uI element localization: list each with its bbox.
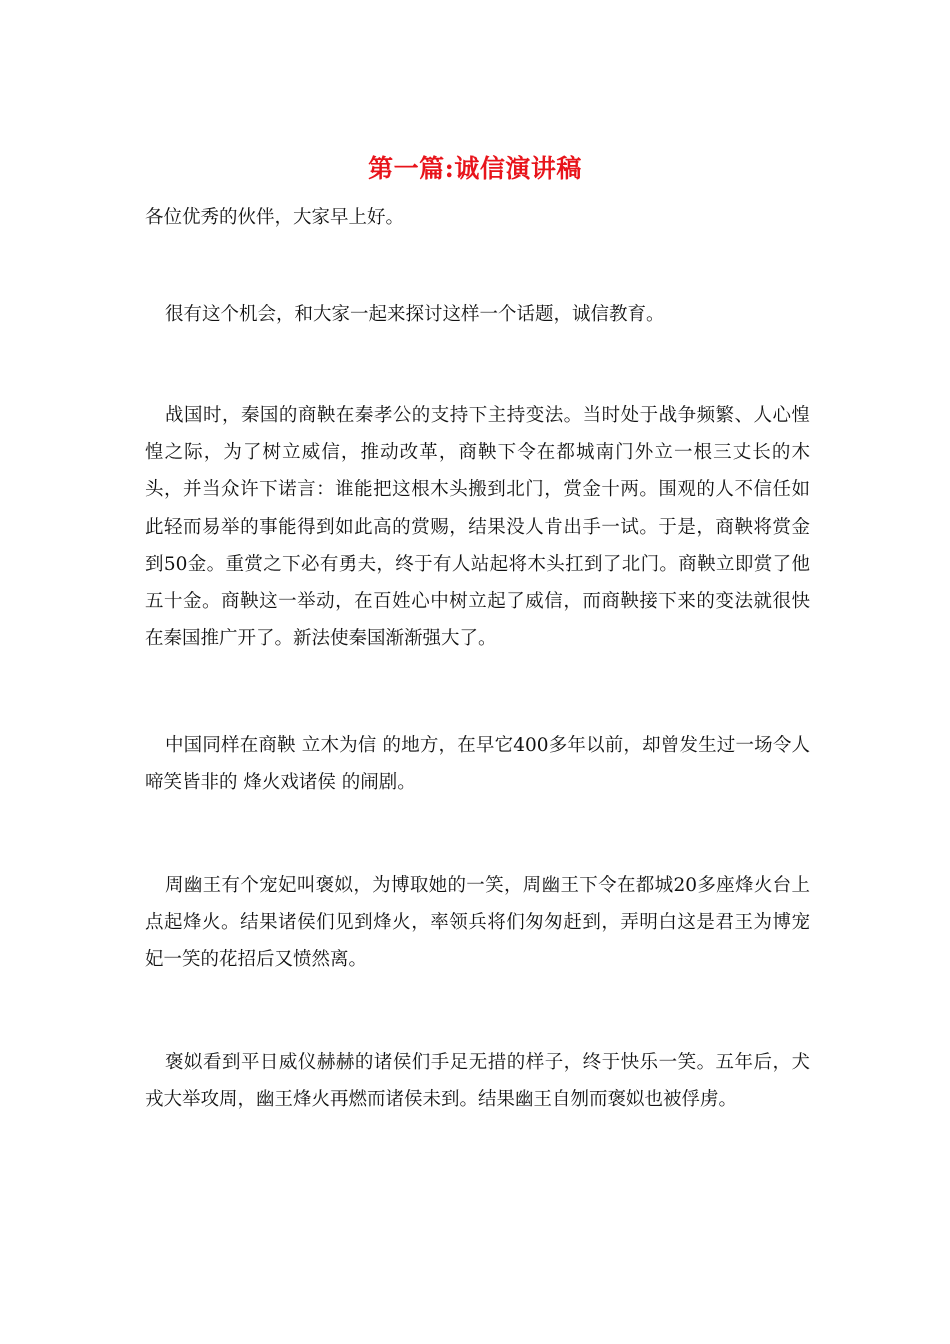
paragraph-shang-yang: 战国时，秦国的商鞅在秦孝公的支持下主持变法。当时处于战争频繁、人心惶惶之际，为了树立威信，推动改革，商鞅下令在都城南门外立一根三丈长的木头，并当众许下诺言：谁能把这根木头搬到北门，赏金十两。围观的人不信任如此轻而易举的事能得到如此高的赏赐，结果没人肯出手一试。于是，商鞅将赏金到50金。重赏之下必有勇夫，终于有人站起将木头扛到了北门。商鞅立即赏了他五十金。商鞅这一举动，在百姓心中树立起了威信，而商鞅接下来的变法就很快在秦国推广开了。新法使秦国渐渐强大了。 <box>145 405 810 650</box>
paragraph-comparison: 中国同样在商鞅 立木为信 的地方，在早它400多年以前，却曾发生过一场令人啼笑皆非的 烽火戏诸侯 的闹剧。 <box>145 735 810 794</box>
document-title: 第一篇:诚信演讲稿 <box>368 154 582 183</box>
paragraph-intro: 很有这个机会，和大家一起来探讨这样一个话题，诚信教育。 <box>165 304 665 325</box>
paragraph-greeting: 各位优秀的伙伴，大家早上好。 <box>145 207 405 228</box>
paragraph-zhou-you-wang: 周幽王有个宠妃叫褒姒，为博取她的一笑，周幽王下令在都城20多座烽火台上点起烽火。结果诸侯们见到烽火，率领兵将们匆匆赶到，弄明白这是君王为博宠妃一笑的花招后又愤然离。 <box>145 875 810 971</box>
paragraph-bao-si: 褒姒看到平日威仪赫赫的诸侯们手足无措的样子，终于快乐一笑。五年后，犬戎大举攻周，幽王烽火再燃而诸侯未到。结果幽王自刎而褒姒也被俘虏。 <box>145 1052 810 1111</box>
